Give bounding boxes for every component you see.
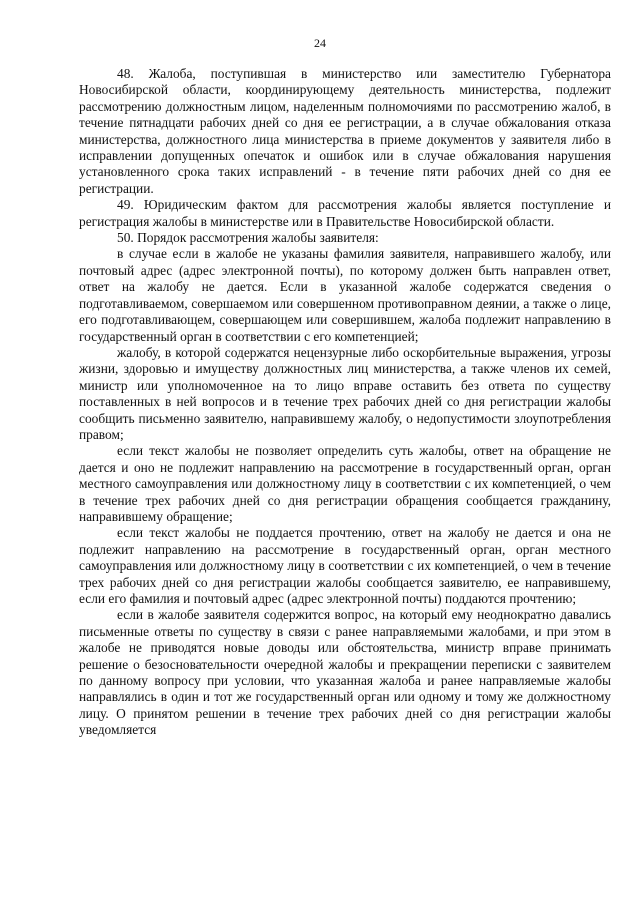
paragraph-48-complaint-review-term: 48. Жалоба, поступившая в министерство или заместителю Губернатора Новосибирской области, координирующему деятельность министерства, подлежит рассмотрению должностным лицом, наделенным полномочиями по рассмотрению жалоб, в течение пятнадцати рабочих дней со дня ее регистрации, а в случае обжалования отказа министерства, должностного лица министерства в приеме документов у заявителя либо в исправлении допущенных опечаток и ошибок или в случае обжалования нарушения установленного срока таких исправлений - в течение пяти рабочих дней со дня ее регистрации. <box>79 66 611 196</box>
page-number: 24 <box>314 36 326 50</box>
paragraph-repeated-complaint: если в жалобе заявителя содержится вопрос, на который ему неоднократно давались письменные ответы по существу в связи с ранее направляемыми жалобами, и при этом в жалобе не приводятся новые доводы или обстоятельства, министр вправе принимать решение о безосновательности очередной жалобы и прекращении переписки с заявителем по данному вопросу при условии, что указанная жалоба и ранее направляемые жалобы направлялись в один и тот же государственный орган или одному и тому же должностному лицу. О принятом решении в течение трех рабочих дней со дня регистрации жалобы уведомляется <box>79 607 611 738</box>
paragraph-illegible-complaint: если текст жалобы не поддается прочтению, ответ на жалобу не дается и она не подлежит направлению на рассмотрение в государственный орган, орган местного самоуправления или должностному лицу в соответствии с их компетенцией, о чем в течение трех рабочих дней со дня регистрации жалобы сообщается заявителю, ее направившему, если его фамилия и почтовый адрес (адрес электронной почты) поддаются прочтению; <box>79 525 611 606</box>
paragraph-offensive-complaint: жалобу, в которой содержатся нецензурные либо оскорбительные выражения, угрозы жизни, здоровью и имуществу должностных лиц министерства, а также членов их семей, министр или уполномоченное на то лицо вправе оставить без ответа по существу поставленных в ней вопросов и в течение трех рабочих дней со дня регистрации жалобы сообщить письменно заявителю, направившему жалобу, о недопустимости злоупотребления правом; <box>79 344 611 442</box>
paragraph-49-legal-fact: 49. Юридическим фактом для рассмотрения жалобы является поступление и регистрация жалобы в министерстве или в Правительстве Новосибирской области. <box>79 197 611 229</box>
paragraph-missing-applicant-name: в случае если в жалобе не указаны фамилия заявителя, направившего жалобу, или почтовый адрес (адрес электронной почты), по которому должен быть направлен ответ, ответ на жалобу не дается. Если в указанной жалобе содержатся сведения о подготавливаемом, совершаемом или совершенном противоправном деянии, а также о лице, его подготавливающем, совершающем или совершившем, жалоба подлежит направлению в государственный орган в соответствии с его компетенцией; <box>79 246 611 344</box>
paragraph-undeterminable-essence: если текст жалобы не позволяет определить суть жалобы, ответ на обращение не дается и оно не подлежит направлению на рассмотрение в государственный орган, орган местного самоуправления или должностному лицу в соответствии с их компетенцией, о чем в течение трех рабочих дней со дня регистрации обращения сообщается гражданину, направившему обращение; <box>79 443 611 524</box>
paragraph-50-review-procedure-heading: 50. Порядок рассмотрения жалобы заявителя: <box>117 230 379 246</box>
document-body <box>79 66 611 739</box>
